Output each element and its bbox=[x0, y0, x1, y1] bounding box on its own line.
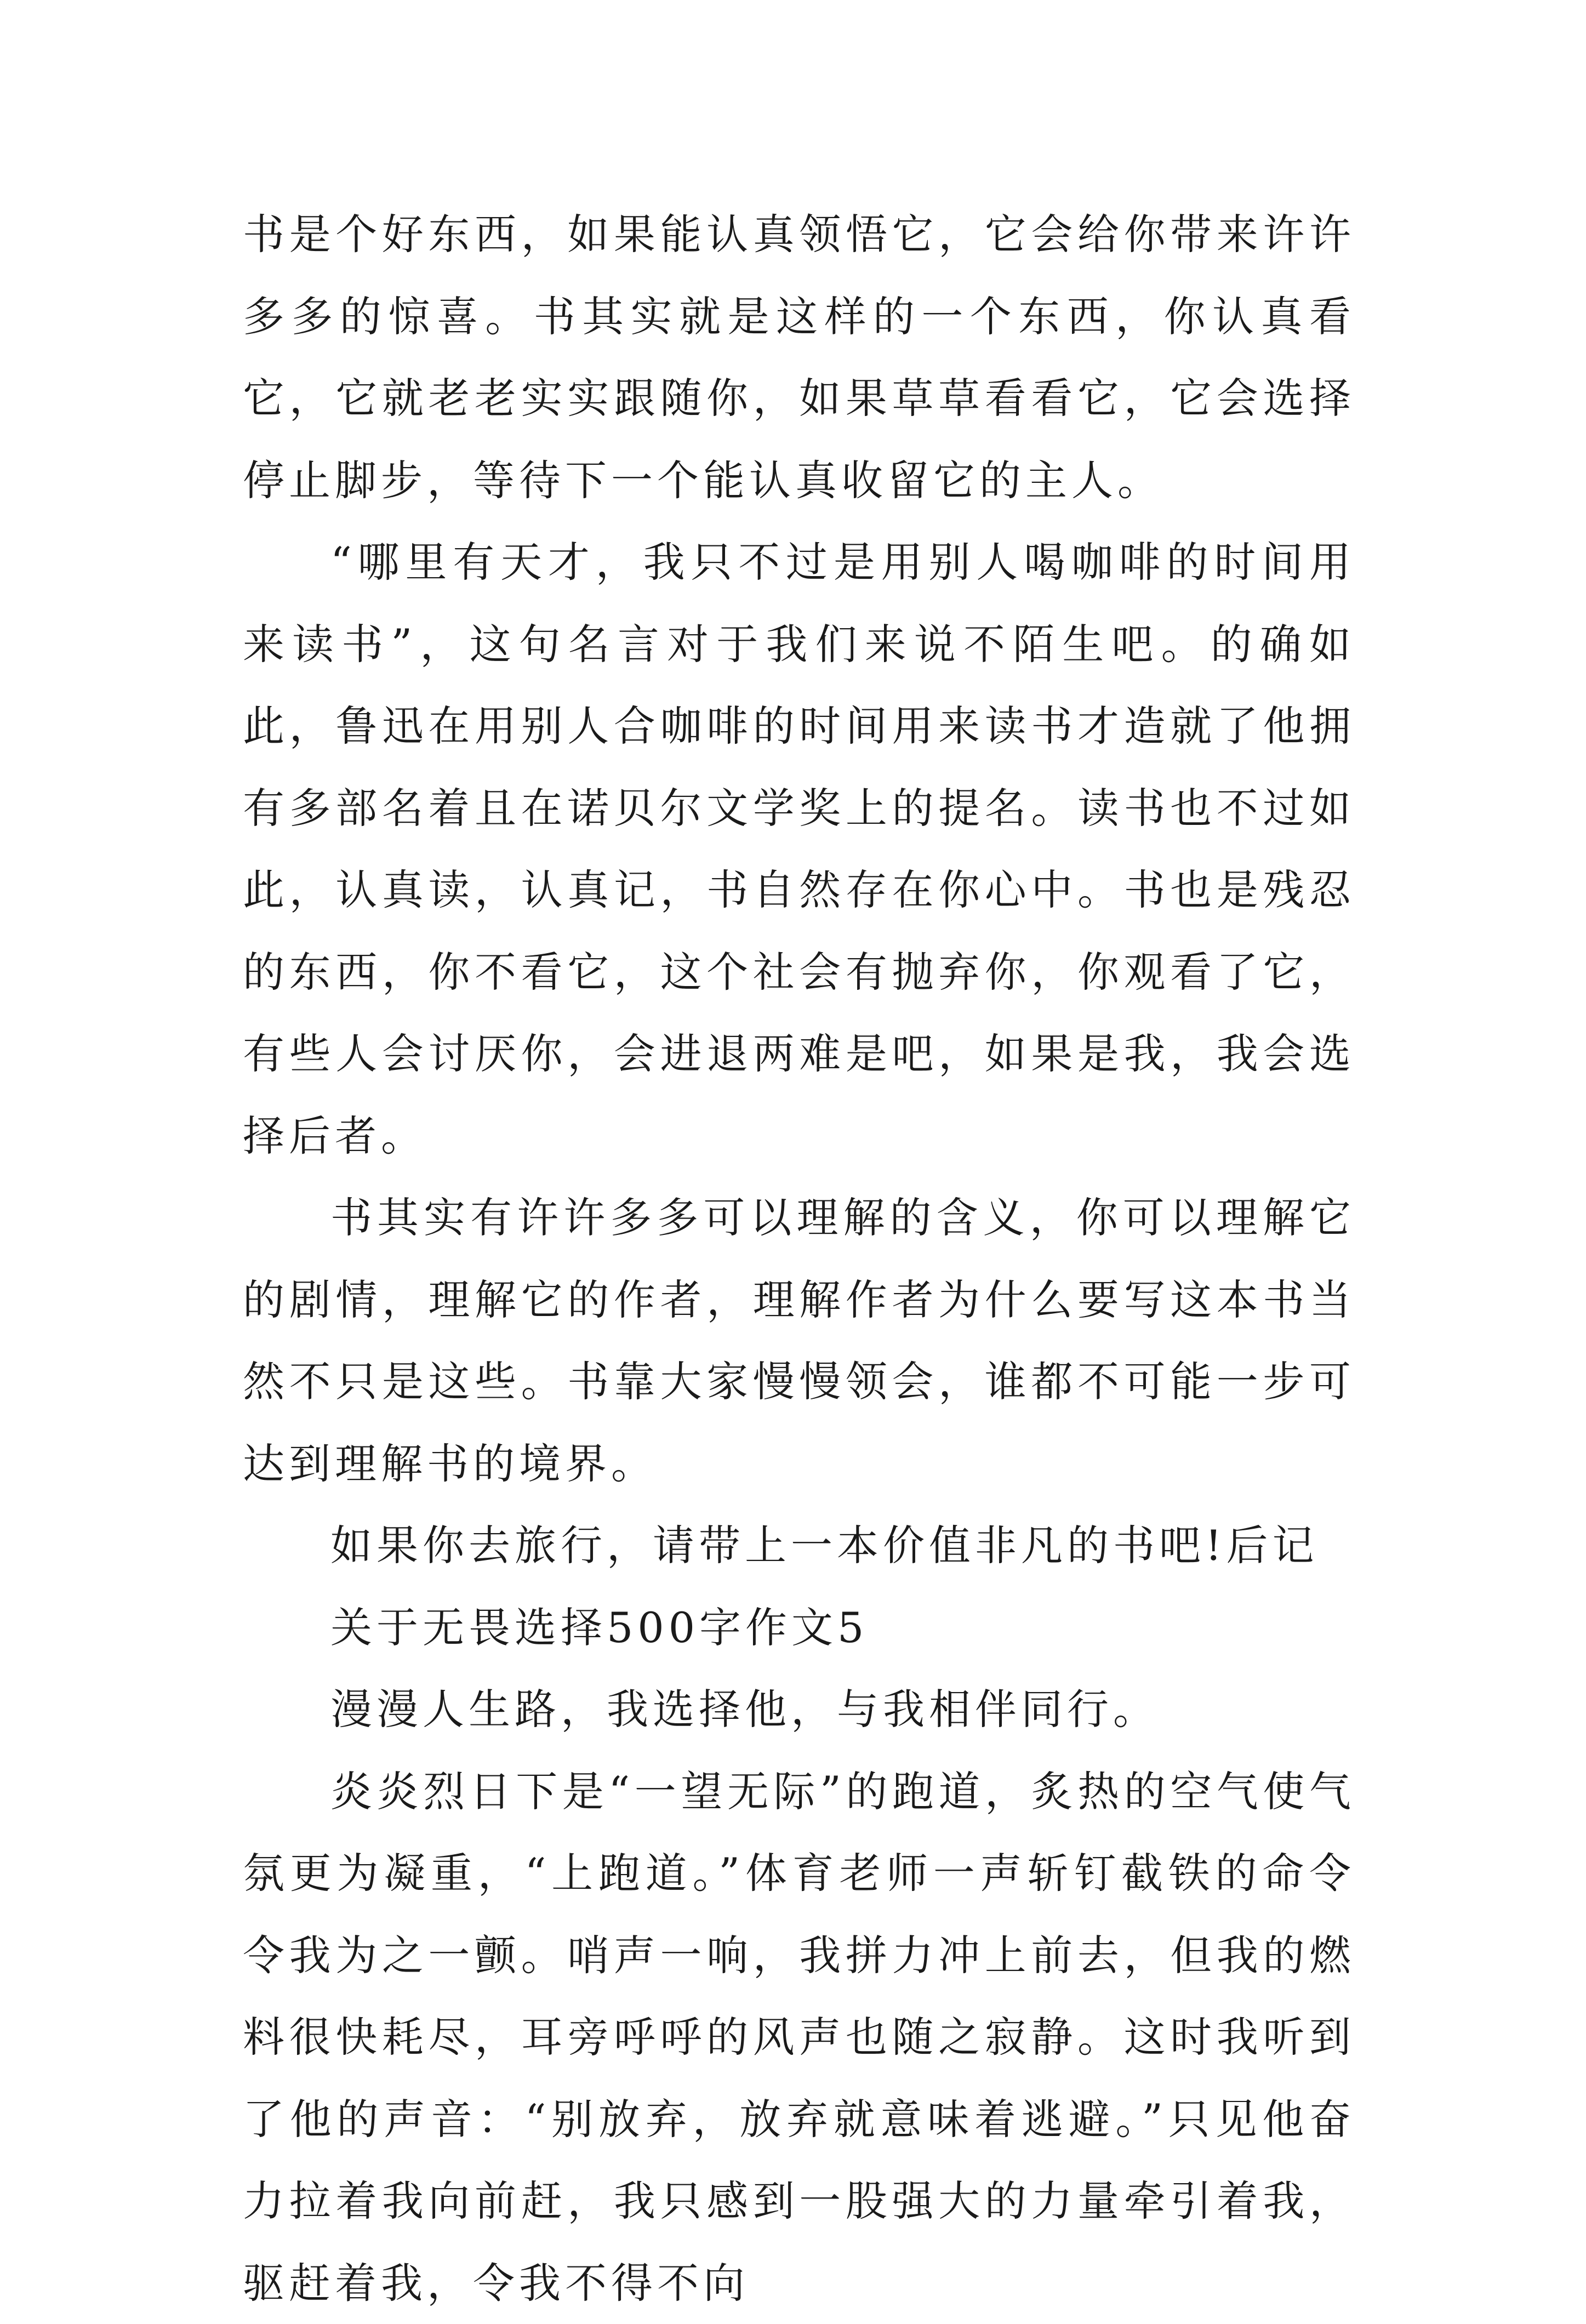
paragraph-1: 书是个好东西，如果能认真领悟它，它会给你带来许许多多的惊喜。书其实就是这样的一个东西，你认真看它，它就老老实实跟随你，如果草草看看它，它会选择停止脚步，等待下一个能认真收留它的主人。 bbox=[243, 193, 1355, 521]
paragraph-2: “哪里有天才，我只不过是用别人喝咖啡的时间用来读书”，这句名言对于我们来说不陌生吧。的确如此，鲁迅在用别人合咖啡的时间用来读书才造就了他拥有多部名着且在诺贝尔文学奖上的提名。读书也不过如此，认真读，认真记，书自然存在你心中。书也是残忍的东西，你不看它，这个社会有抛弃你，你观看了它，有些人会讨厌你，会进退两难是吧，如果是我，我会选择后者。 bbox=[243, 521, 1355, 1177]
document-body bbox=[243, 193, 1355, 2324]
paragraph-4: 如果你去旅行，请带上一本价值非凡的书吧!后记 bbox=[243, 1505, 1355, 1587]
paragraph-6: 漫漫人生路，我选择他，与我相伴同行。 bbox=[243, 1668, 1355, 1751]
paragraph-7: 炎炎烈日下是“一望无际”的跑道，炙热的空气使气氛更为凝重，“上跑道。”体育老师一声斩钉截铁的命令令我为之一颤。哨声一响，我拼力冲上前去，但我的燃料很快耗尽，耳旁呼呼的风声也随之寂静。这时我听到了他的声音：“别放弃，放弃就意味着逃避。”只见他奋力拉着我向前赶，我只感到一股强大的力量牵引着我，驱赶着我，令我不得不向 bbox=[243, 1751, 1355, 2324]
paragraph-3: 书其实有许许多多可以理解的含义，你可以理解它的剧情，理解它的作者，理解作者为什么要写这本书当然不只是这些。书靠大家慢慢领会，谁都不可能一步可达到理解书的境界。 bbox=[243, 1177, 1355, 1505]
essay-heading: 关于无畏选择500字作文5 bbox=[243, 1587, 1355, 1669]
